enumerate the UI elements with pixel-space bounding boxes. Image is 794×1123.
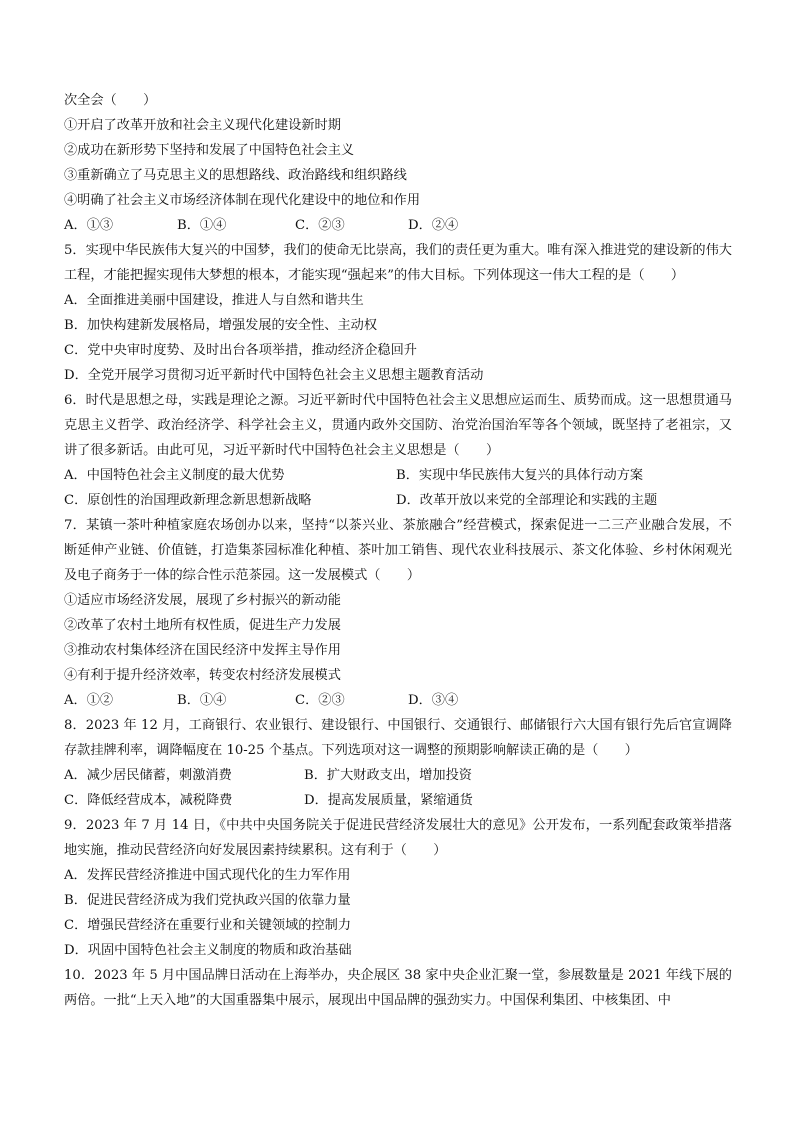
q4-item-3: ③重新确立了马克思主义的思想路线、政治路线和组织路线 (64, 168, 407, 183)
q9-option-a: A．发挥民营经济推进中国式现代化的生力军作用 (64, 868, 351, 883)
q4-item-2: ②成功在新形势下坚持和发展了中国特色社会主义 (64, 143, 355, 158)
q9-option-c: C．增强民营经济在重要行业和关键领域的控制力 (64, 918, 352, 933)
q6-option-a: A．中国特色社会主义制度的最大优势 (64, 468, 285, 483)
q7-item-1: ①适应市场经济发展，展现了乡村振兴的新动能 (64, 593, 341, 608)
q10-stem: 10．2023 年 5 月中国品牌日活动在上海举办，央企展区 38 家中央企业汇聚一堂，参展数量是 2021 年线下展的两倍。一批“上天入地”的大国重器集中展示，展现出中国品牌的强劲实力。中国保利集团、中核集团、中 (64, 968, 732, 1008)
q8-stem: 8．2023 年 12 月，工商银行、农业银行、建设银行、中国银行、交通银行、邮储银行六大国有银行先后官宣调降存款挂牌利率，调降幅度在 10-25 个基点。下列选项对这一调整的预期影响解读正确的是（ ） (64, 718, 732, 758)
q5-option-d: D．全党开展学习贯彻习近平新时代中国特色社会主义思想主题教育活动 (64, 368, 484, 383)
q6-option-c: C．原创性的治国理政新理念新思想新战略 (64, 493, 312, 508)
q5-option-c: C．党中央审时度势、及时出台各项举措，推动经济企稳回升 (64, 343, 417, 358)
q4-option-d: D．②④ (408, 218, 459, 233)
q7-stem: 7．某镇一茶叶种植家庭农场创办以来，坚持“以茶兴业、茶旅融合”经营模式，探索促进一二三产业融合发展，不断延伸产业链、价值链，打造集茶园标准化种植、茶叶加工销售、现代农业科技展示、茶文化体验、乡村休闲观光及电子商务于一体的综合性示范茶园。这一发展模式（ ） (64, 518, 732, 583)
q5-option-b: B．加快构建新发展格局，增强发展的安全性、主动权 (64, 318, 378, 333)
exam-page (64, 88, 732, 1013)
q6-option-b: B．实现中华民族伟大复兴的具体行动方案 (396, 468, 644, 483)
q6-stem: 6．时代是思想之母，实践是理论之源。习近平新时代中国特色社会主义思想应运而生、质势而成。这一思想贯通马克思主义哲学、政治经济学、科学社会主义，贯通内政外交国防、治党治国治军等各个领域，既坚持了老祖宗，又讲了很多新话。由此可见，习近平新时代中国特色社会主义思想是（ ） (64, 393, 732, 458)
q9-stem: 9．2023 年 7 月 14 日，《中共中央国务院关于促进民营经济发展壮大的意见》公开发布，一系列配套政策举措落地实施，推动民营经济向好发展因素持续累积。这有利于（ ） (64, 818, 732, 858)
q7-option-b: B．①④ (177, 693, 227, 708)
q6-option-d: D．改革开放以来党的全部理论和实践的主题 (396, 493, 658, 508)
q7-options (64, 688, 732, 713)
q4-item-1: ①开启了改革开放和社会主义现代化建设新时期 (64, 118, 341, 133)
q6-options-row-2 (64, 488, 732, 513)
q8-option-d: D．提高发展质量，紧缩通货 (304, 793, 473, 808)
q4-option-c: C．②③ (295, 218, 345, 233)
q8-option-b: B．扩大财政支出，增加投资 (304, 768, 472, 783)
q4-item-4: ④明确了社会主义市场经济体制在现代化建设中的地位和作用 (64, 193, 421, 208)
q7-option-c: C．②③ (295, 693, 345, 708)
q4-option-a: A．①③ (64, 218, 114, 233)
q7-item-4: ④有利于提升经济效率，转变农村经济发展模式 (64, 668, 341, 683)
q9-option-d: D．巩固中国特色社会主义制度的物质和政治基础 (64, 943, 352, 958)
q7-item-2: ②改革了农村土地所有权性质，促进生产力发展 (64, 618, 341, 633)
q8-option-c: C．降低经营成本，减税降费 (64, 793, 233, 808)
q7-item-3: ③推动农村集体经济在国民经济中发挥主导作用 (64, 643, 341, 658)
q4-stem-tail: 次全会（ ） (64, 93, 157, 108)
q8-options-row-2 (64, 788, 732, 813)
q7-option-a: A．①② (64, 693, 114, 708)
q5-stem: 5．实现中华民族伟大复兴的中国梦，我们的使命无比崇高，我们的责任更为重大。唯有深入推进党的建设新的伟大工程，才能把握实现伟大梦想的根本，才能实现“强起来”的伟大目标。下列体现这一伟大工程的是（ ） (64, 243, 732, 283)
q4-option-b: B．①④ (177, 218, 227, 233)
q4-options (64, 213, 732, 238)
q8-options-row-1 (64, 763, 732, 788)
q7-option-d: D．③④ (408, 693, 459, 708)
q9-option-b: B．促进民营经济成为我们党执政兴国的依靠力量 (64, 893, 351, 908)
q5-option-a: A．全面推进美丽中国建设，推进人与自然和谐共生 (64, 293, 364, 308)
q6-options-row-1 (64, 463, 732, 488)
q8-option-a: A．减少居民储蓄，刺激消费 (64, 768, 232, 783)
